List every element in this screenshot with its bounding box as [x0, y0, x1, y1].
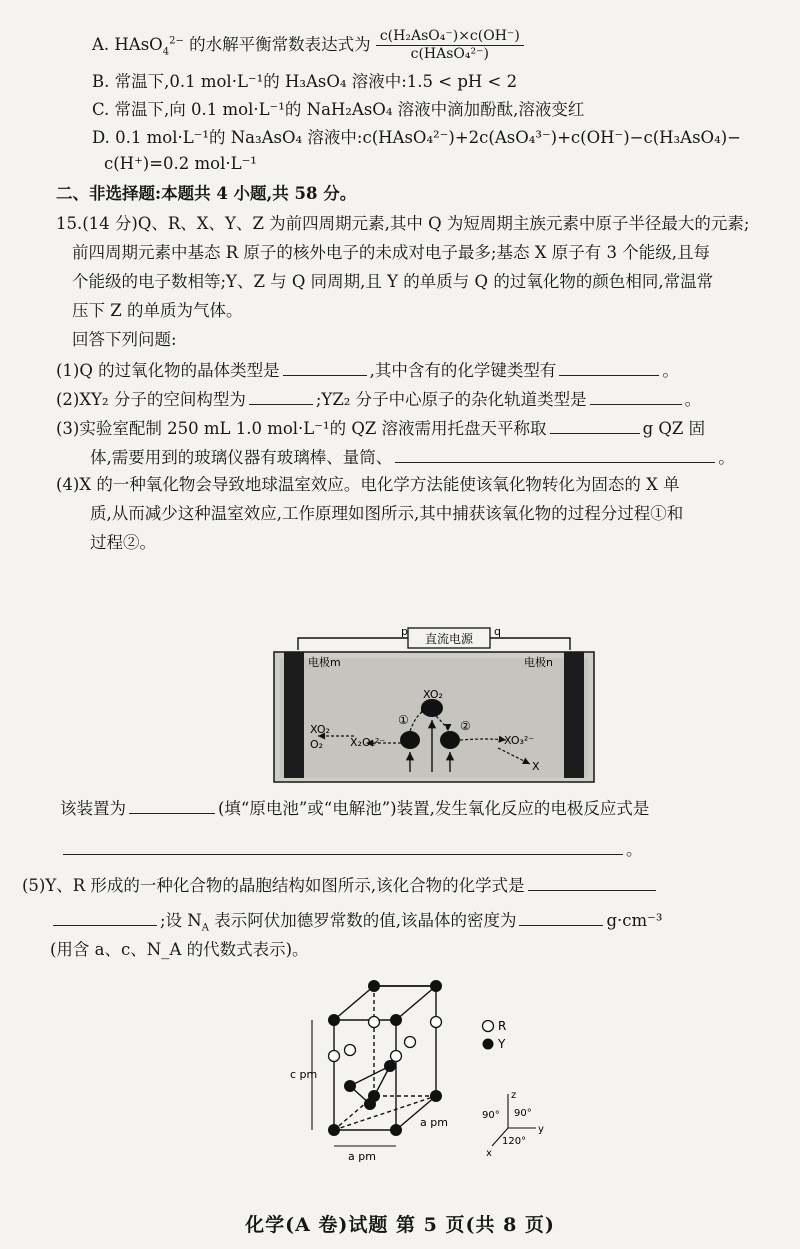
electrode-m-label: 电极m — [308, 656, 341, 669]
sub: A — [201, 922, 209, 934]
answer-blank-1a[interactable] — [283, 357, 367, 376]
axis-z-label: z — [511, 1090, 517, 1101]
part-1-text-b: ,其中含有的化学键类型有 — [369, 361, 557, 380]
part-4-line1: (4)X 的一种氧化物会导致地球温室效应。电化学方法能使该氧化物转化为固态的 X 单 — [56, 475, 680, 494]
angle-label-1: 90° — [482, 1110, 500, 1121]
option-d-line2: c(H⁺)=0.2 mol·L⁻¹ — [104, 154, 257, 173]
part-5-text-b: ;设 N — [160, 911, 202, 930]
wire-right — [490, 638, 570, 650]
part-5-line2 — [50, 907, 663, 933]
xo2-top-label: XO₂ — [423, 688, 443, 701]
part-3-line1 — [56, 415, 705, 441]
part-2-text-b: ;YZ₂ 分子中心原子的杂化轨道类型是 — [315, 390, 587, 409]
power-supply-label: 直流电源 — [424, 632, 474, 646]
answer-blank-5c[interactable] — [519, 907, 603, 926]
answer-blank-5a[interactable] — [528, 872, 656, 891]
part-1-text-a: (1)Q 的过氧化物的晶体类型是 — [56, 361, 280, 380]
answer-blank-4b[interactable] — [63, 836, 623, 855]
option-a-prefix: A. HAsO — [92, 35, 163, 54]
q15-line3: 个能级的电子数相等;Y、Z 与 Q 同周期,且 Y 的单质与 Q 的过氧化物的颜色相同,常温常 — [72, 272, 714, 291]
fraction-denominator: c(HAsO₄²⁻) — [410, 46, 489, 62]
part-5-text-a: (5)Y、R 形成的一种化合物的晶胞结构如图所示,该化合物的化学式是 — [22, 876, 525, 895]
answer-blank-3b[interactable] — [395, 444, 715, 463]
terminal-p: p — [401, 625, 408, 638]
part-5-line1 — [22, 872, 659, 898]
legend-y-label: Y — [498, 1037, 506, 1051]
option-b: B. 常温下,0.1 mol·L⁻¹的 H₃AsO₄ 溶液中:1.5 < pH < 2 — [92, 72, 518, 91]
q15-line1: 15.(14 分)Q、R、X、Y、Z 为前四周期元素,其中 Q 为短周期主族元素中原子半径最大的元素; — [56, 214, 750, 233]
part-4-answer-line — [60, 836, 643, 862]
a-dimension-label-1: a pm — [348, 1150, 376, 1163]
legend-r-label: R — [498, 1019, 507, 1033]
part-3-line2 — [90, 444, 735, 470]
option-a-text: 的水解平衡常数表达式为 — [183, 35, 371, 54]
x2o5-label: X₂O₅²⁻ — [350, 736, 386, 749]
part-3-end: 。 — [718, 448, 735, 467]
answer-blank-2b[interactable] — [590, 386, 682, 405]
hydrolysis-fraction — [376, 28, 524, 63]
answer-blank-3a[interactable] — [550, 415, 640, 434]
part-2-end: 。 — [684, 390, 702, 409]
particle-left — [400, 731, 420, 749]
x-label: X — [532, 760, 540, 773]
option-c: C. 常温下,向 0.1 mol·L⁻¹的 NaH₂AsO₄ 溶液中滴加酚酞,溶液变红 — [92, 100, 585, 119]
process-1-label: ① — [398, 713, 409, 727]
y-atoms — [328, 980, 442, 1136]
part-1 — [56, 357, 679, 383]
option-d-line1: D. 0.1 mol·L⁻¹的 Na₃AsO₄ 溶液中:c(HAsO₄²⁻)+2c(AsO₄³⁻)+c(OH⁻)−c(H₃AsO₄)− — [92, 128, 741, 147]
part-3-text-c: 体,需要用到的玻璃仪器有玻璃棒、量筒、 — [90, 448, 393, 467]
electrode-m — [284, 652, 304, 778]
particle-top — [421, 699, 443, 717]
cell-edges — [334, 986, 436, 1130]
c-dimension-label: c pm — [290, 1068, 318, 1081]
o2-label: O₂ — [310, 738, 324, 751]
sub: 4 — [162, 46, 170, 58]
density-unit: g·cm⁻³ — [606, 911, 663, 930]
electrode-n-label: 电极n — [524, 656, 553, 669]
legend-r-symbol — [483, 1021, 494, 1032]
part-4-text-a: 该装置为 — [60, 799, 126, 818]
terminal-q: q — [494, 625, 501, 638]
electrolysis-diagram — [268, 588, 600, 794]
part-5-line3: (用含 a、c、N_A 的代数式表示)。 — [50, 940, 309, 959]
angle-label-2: 90° — [514, 1108, 532, 1119]
part-4-line2: 质,从而减少这种温室效应,工作原理如图所示,其中捕获该氧化物的过程分过程①和 — [90, 504, 684, 523]
answer-blank-5b[interactable] — [53, 907, 157, 926]
q15-line2: 前四周期元素中基态 R 原子的核外电子的未成对电子最多;基态 X 原子有 3 个能级,且每 — [72, 243, 710, 262]
option-a — [92, 28, 524, 63]
part-2-text-a: (2)XY₂ 分子的空间构型为 — [56, 390, 246, 409]
part-3-text-b: g QZ 固 — [642, 419, 706, 438]
xo2-left-label: XO₂ — [310, 723, 330, 736]
part-4-question — [60, 795, 649, 821]
answer-blank-1b[interactable] — [559, 357, 659, 376]
axis-y-label: y — [538, 1124, 544, 1135]
part-4-end: 。 — [626, 840, 643, 859]
particle-right — [440, 731, 460, 749]
q15-line4: 压下 Z 的单质为气体。 — [72, 301, 243, 320]
crystal-cell-diagram — [290, 966, 570, 1166]
axis-x-label: x — [486, 1148, 492, 1159]
electrolyte — [280, 658, 588, 778]
r-atoms — [329, 1017, 442, 1062]
part-2 — [56, 386, 701, 412]
fraction-numerator: c(H₂AsO₄⁻)×c(OH⁻) — [376, 28, 524, 46]
part-4-line3: 过程②。 — [90, 533, 156, 552]
a-dimension-label-2: a pm — [420, 1116, 448, 1129]
answer-blank-4a[interactable] — [129, 795, 215, 814]
answer-blank-2a[interactable] — [249, 386, 313, 405]
sup: 2− — [169, 35, 184, 47]
wire-left — [298, 638, 408, 650]
page-footer: 化学(A 卷)试题 第 5 页(共 8 页) — [245, 1214, 555, 1236]
electrode-n — [564, 652, 584, 778]
xo3-label: XO₃²⁻ — [504, 734, 535, 747]
part-1-end: 。 — [662, 361, 679, 380]
part-3-text-a: (3)实验室配制 250 mL 1.0 mol·L⁻¹的 QZ 溶液需用托盘天平称取 — [56, 419, 547, 438]
part-4-text-b: (填“原电池”或“电解池”)装置,发生氧化反应的电极反应式是 — [218, 799, 650, 818]
answer-prompt: 回答下列问题: — [72, 330, 177, 349]
legend-y-symbol — [483, 1039, 494, 1050]
part-5-text-c: 表示阿伏加德罗常数的值,该晶体的密度为 — [208, 911, 517, 930]
angle-label-3: 120° — [502, 1136, 527, 1147]
process-2-label: ② — [460, 719, 471, 733]
section-heading: 二、非选择题:本题共 4 小题,共 58 分。 — [56, 184, 357, 203]
